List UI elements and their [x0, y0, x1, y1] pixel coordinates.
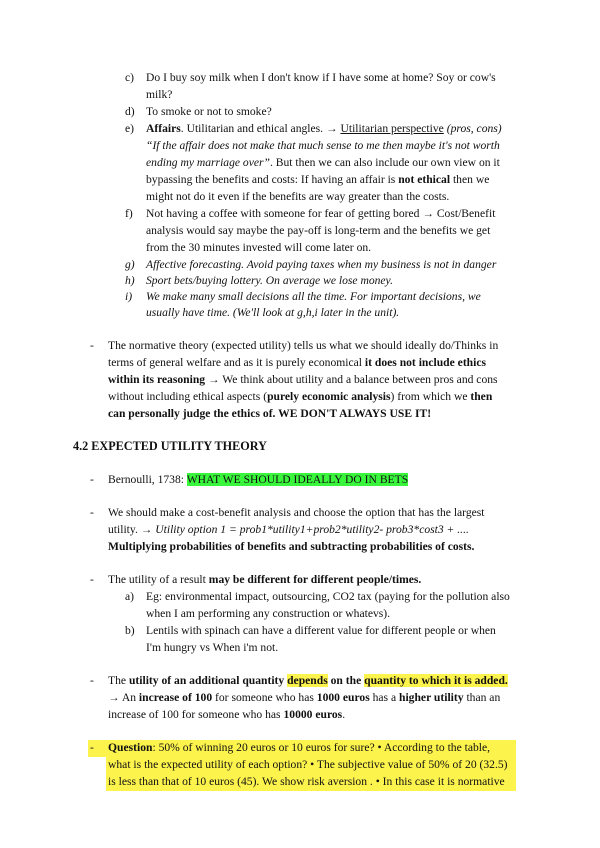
- bullet-dash: -: [90, 741, 94, 754]
- list-item-e-line2: “If the affair does not make that much sense to me then maybe it's not worth: [146, 139, 500, 152]
- normative-line4: without including ethical aspects (purely economic analysis) from which we then: [108, 390, 493, 403]
- question-line2: what is the expected utility of each option? • The subjective value of 50% of 20 (32.5): [108, 758, 508, 771]
- list-item-e-line4: bypassing the benefits and costs: If having an affair is not ethical then we: [146, 173, 490, 186]
- list-label-e: e): [125, 122, 135, 135]
- list-item-e-line1: Affairs. Utilitarian and ethical angles. → Utilitarian perspective (pros, cons): [146, 122, 502, 135]
- bullet-dash: -: [90, 339, 94, 352]
- question-line1: Question: 50% of winning 20 euros or 10 euros for sure? • According to the table,: [108, 741, 491, 754]
- utility-result-b-line2: I'm hungry vs When i'm not.: [146, 641, 279, 654]
- highlight-green: WHAT WE SHOULD IDEALLY DO IN BETS: [186, 473, 409, 486]
- list-label-h: h): [125, 274, 135, 287]
- list-label-b: b): [125, 624, 135, 637]
- list-label-f: f): [125, 207, 133, 220]
- normative-line2: terms of general welfare and as it is purely economical it does not include ethics: [108, 356, 487, 369]
- costbenefit-line1: We should make a cost-benefit analysis and choose the option that has the largest: [108, 506, 485, 519]
- list-label-g: g): [125, 258, 135, 271]
- costbenefit-line3: Multiplying probabilities of benefits and subtracting probabilities of costs.: [108, 540, 475, 553]
- list-item-i-line1: We make many small decisions all the time. For important decisions, we: [146, 290, 481, 303]
- bullet-dash: -: [90, 573, 94, 586]
- list-item-d-line1: To smoke or not to smoke?: [146, 105, 272, 118]
- additional-line3: increase of 100 for someone who has 10000 euros.: [108, 708, 346, 721]
- normative-line5: can personally judge the ethics of. WE DON'T ALWAYS USE IT!: [108, 407, 432, 420]
- bullet-dash: -: [90, 473, 94, 486]
- highlight-yellow: quantity to which it is added.: [364, 674, 508, 687]
- additional-line1: The utility of an additional quantity depends on the quantity to which it is added.: [108, 674, 508, 687]
- bullet-dash: -: [90, 674, 94, 687]
- list-item-i-line2: usually have time. (We'll look at g,h,i later in the unit).: [146, 306, 400, 319]
- section-heading: 4.2 EXPECTED UTILITY THEORY: [73, 439, 267, 453]
- utility-result-a-line1: Eg: environmental impact, outsourcing, CO2 tax (paying for the pollution also: [146, 590, 510, 603]
- question-line3: is less than that of 10 euros (45). We show risk aversion . • In this case it is normative: [108, 775, 505, 788]
- utility-result-line1: The utility of a result may be different for different people/times.: [108, 573, 422, 586]
- list-item-g-line1: Affective forecasting. Avoid paying taxes when my business is not in danger: [146, 258, 497, 271]
- list-item-c-line1: Do I buy soy milk when I don't know if I have some at home? Soy or cow's: [146, 71, 496, 84]
- bullet-dash: -: [90, 506, 94, 519]
- list-item-f-line2: analysis would say maybe the pay-off is long-term and the benefits we get: [146, 224, 491, 237]
- list-label-a: a): [125, 590, 135, 603]
- costbenefit-line2: utility. → Utility option 1 = prob1*utility1+prob2*utility2- prob3*cost3 + ....: [108, 523, 469, 536]
- additional-line2: → An increase of 100 for someone who has 1000 euros has a higher utility than an: [108, 691, 501, 704]
- list-item-h-line1: Sport bets/buying lottery. On average we lose money.: [146, 274, 393, 287]
- normative-line3: within its reasoning → We think about utility and a balance between pros and cons: [108, 373, 498, 386]
- utility-result-a-line2: when I am performing any construction or whatevs).: [146, 607, 391, 620]
- list-label-d: d): [125, 105, 135, 118]
- list-item-f-line3: from the 30 minutes invested will come later on.: [146, 241, 372, 254]
- list-item-f-line1: Not having a coffee with someone for fear of getting bored → Cost/Benefit: [146, 207, 496, 220]
- bernoulli-line: Bernoulli, 1738: WHAT WE SHOULD IDEALLY DO IN BETS: [108, 473, 409, 486]
- list-item-e-line3: ending my marriage over”. But then we can also include our own view on it: [146, 156, 500, 169]
- list-label-c: c): [125, 71, 135, 84]
- utility-result-b-line1: Lentils with spinach can have a different value for different people or when: [146, 624, 496, 637]
- list-item-c-line2: milk?: [146, 88, 173, 101]
- highlight-yellow: depends: [287, 674, 328, 687]
- normative-line1: The normative theory (expected utility) tells us what we should ideally do/Thinks in: [108, 339, 499, 352]
- list-item-e-line5: might not do it even if the benefits are way greater than the costs.: [146, 190, 450, 203]
- list-label-i: i): [125, 290, 133, 303]
